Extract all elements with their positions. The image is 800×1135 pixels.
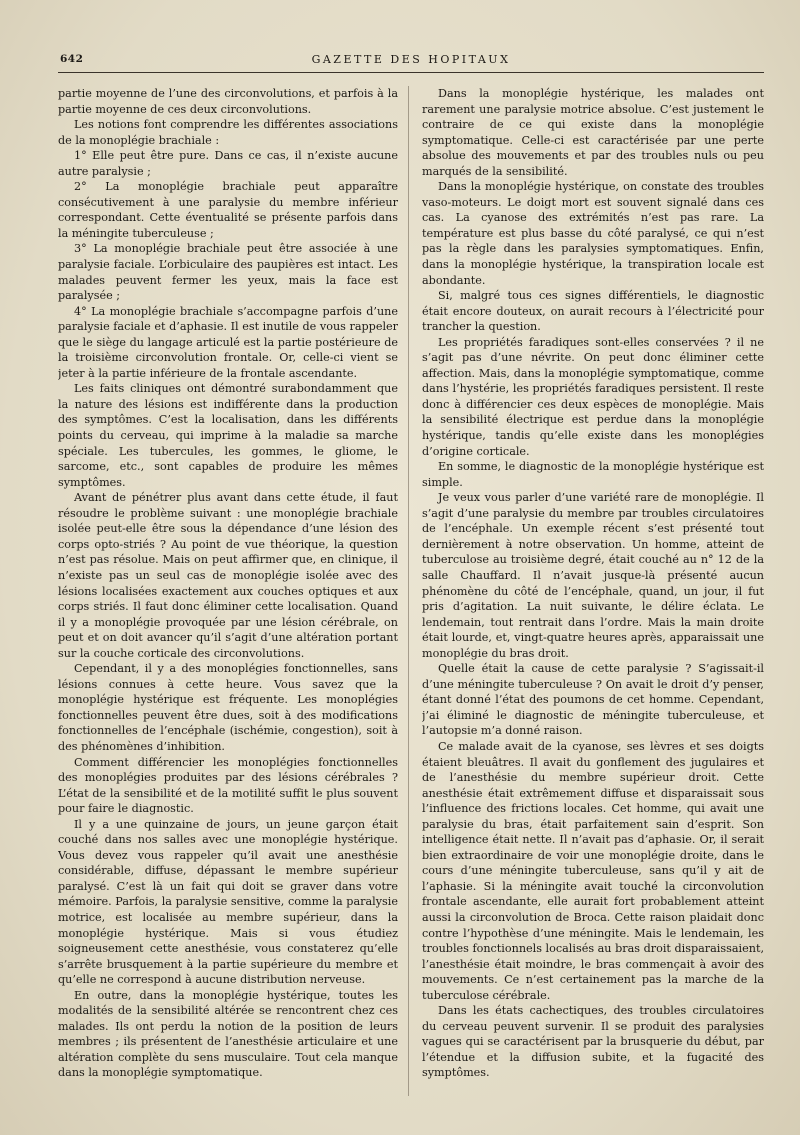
left-column — [58, 86, 398, 1101]
paragraph: Les notions font comprendre les différentes associations de la monoplégie brachiale : — [58, 118, 398, 147]
right-column — [422, 86, 764, 1101]
paragraph: Avant de pénétrer plus avant dans cette étude, il faut résoudre le problème suivant : une monoplégie brachiale isolée peut-elle être sous la dépendance d’une lésion des corps opto-striés ? Au point de vue théorique, la question n’est pas résolue. Mais on peut affirmer que, en clinique, il n’existe pas un seul cas de monoplégie isolée avec des lésions localisées exactement aux couches optiques et aux corps striés. Il faut donc éliminer cette localisation. Quand il y a monoplégie provoquée par une lésion cérébrale, on peut et on doit avancer qu’il s’agit d’une altération portant sur la couche corticale des circonvolutions. — [58, 491, 398, 660]
paragraph: Cependant, il y a des monoplégies fonctionnelles, sans lésions connues à cette heure. Vous savez que la monoplégie hystérique est fréquente. Les monoplégies fonctionnelles peuvent être dues, soit à des modifications fonctionnelles de l’encéphale (ischémie, congestion), soit à des phénomènes d’inhibition. — [58, 662, 398, 753]
paragraph: Dans la monoplégie hystérique, on constate des troubles vaso-moteurs. Le doigt mort est souvent signalé dans ces cas. La cyanose des extrémités n’est pas rare. La température est plus basse du côté paralysé, ce qui n’est pas la règle dans les paralysies symptomatiques. Enfin, dans la monoplégie hystérique, la transpiration locale est abondante. — [422, 180, 764, 287]
page-number: 642 — [60, 53, 84, 65]
paragraph: 4° La monoplégie brachiale s’accompagne parfois d’une paralysie faciale et d’aphasie. Il est inutile de vous rappeler que le siège du langage articulé est la partie postérieure de la troisième circonvolution frontale. Or, celle-ci vient se jeter à la partie inférieure de la frontale ascendante. — [58, 304, 398, 380]
paragraph: Ce malade avait de la cyanose, ses lèvres et ses doigts étaient bleuâtres. Il avait du gonflement des jugulaires et de l’anesthésie du membre supérieur droit. Cette anesthésie était extrêmement diffuse et disparaissait sous l’influence des frictions locales. Cet homme, qui avait une paralysie du bras, était parfaitement sain d’esprit. Son intelligence était nette. Il n’avait pas d’aphasie. Or, il serait bien extraordinaire de voir une monoplégie droite, dans le cours d’une méningite tuberculeuse, sans qu’il y ait de l’aphasie. Si la méningite avait touché la circonvolution frontale ascendante, elle aurait fort probablement atteint aussi la circonvolution de Broca. Cette raison plaidait donc contre l’hypothèse d’une méningite. Mais le lendemain, les troubles fonctionnels localisés au bras droit disparaissaient, l’anesthésie était moindre, le bras commençait à avoir des mouvements. Ce n’est certainement pas la marche de la tuberculose cérébrale. — [422, 739, 764, 1002]
journal-title: GAZETTE DES HOPITAUX — [311, 53, 511, 66]
paragraph: Si, malgré tous ces signes différentiels, le diagnostic était encore douteux, on aurait recours à l’électricité pour trancher la question. — [422, 289, 764, 334]
paragraph: Dans la monoplégie hystérique, les malades ont rarement une paralysie motrice absolue. C’est justement le contraire de ce qui existe dans la monoplégie symptomatique. Celle-ci est caractérisée par une perte absolue des mouvements et par des troubles nuls ou peu marqués de la sensibilité. — [422, 87, 764, 178]
paragraph: 2° La monoplégie brachiale peut apparaître consécutivement à une paralysie du membre inférieur correspondant. Cette éventualité se présente parfois dans la méningite tuberculeuse ; — [58, 180, 398, 240]
paragraph: 1° Elle peut être pure. Dans ce cas, il n’existe aucune autre paralysie ; — [58, 149, 398, 178]
paragraph: En outre, dans la monoplégie hystérique, toutes les modalités de la sensibilité altérée se rencontrent chez ces malades. Ils ont perdu la notion de la position de leurs membres ; ils présentent de l’anesthésie articulaire et une altération complète du sens musculaire. Tout cela manque dans la monoplégie symptomatique. — [58, 988, 398, 1080]
paragraph: Il y a une quinzaine de jours, un jeune garçon était couché dans nos salles avec une monoplégie hystérique. Vous devez vous rappeler qu’il avait une anesthésie considérable, diffuse, dépassant le membre supérieur paralysé. C’est là un fait qui doit se graver dans votre mémoire. Parfois, la paralysie sensitive, comme la paralysie motrice, est localisée au membre supérieur, dans la monoplégie hystérique. Mais si vous étudiez soigneusement cette anesthésie, vous constaterez qu’elle s’arrête brusquement à la partie supérieure du membre et qu’elle ne correspond à aucune distribution nerveuse. — [58, 817, 398, 987]
page-header — [58, 50, 764, 73]
paragraph: Quelle était la cause de cette paralysie ? S’agissait-il d’une méningite tuberculeuse ? On avait le droit d’y penser, étant donné l’état des poumons de cet homme. Cependant, j’ai éliminé le diagnostic de méningite tuberculeuse, et l’autopsie m’a donné raison. — [422, 662, 764, 738]
paragraph: Dans les états cachectiques, des troubles circulatoires du cerveau peuvent survenir. Il se produit des paralysies vagues qui se caractérisent par la brusquerie du début, par l’étendue et la diffusion subite, et la fugacité des symptômes. — [422, 1004, 764, 1080]
paragraph: Comment différencier les monoplégies fonctionnelles des monoplégies produites par des lésions cérébrales ? L’état de la sensibilité et de la motilité suffit le plus souvent pour faire le diagnostic. — [58, 755, 398, 816]
column-divider — [408, 86, 409, 1096]
paragraph: Les faits cliniques ont démontré surabondamment que la nature des lésions est indifférente dans la production des symptômes. C’est la localisation, dans les différents points du cerveau, qui imprime à la maladie sa marche spéciale. Les tubercules, les gommes, le gliome, le sarcome, etc., sont capables de produire les mêmes symptômes. — [58, 382, 398, 489]
paragraph: En somme, le diagnostic de la monoplégie hystérique est simple. — [422, 460, 764, 489]
paragraph: Je veux vous parler d’une variété rare de monoplégie. Il s’agit d’une paralysie du membre par troubles circulatoires de l’encéphale. Un exemple récent s’est présenté tout dernièrement à notre observation. Un homme, atteint de tuberculose au troisième degré, était couché au n° 12 de la salle Chauffard. Il n’avait jusque-là présenté aucun phénomène du côté de l’encéphale, quand, un jour, il fut pris d’agitation. La nuit suivante, le délire éclata. Le lendemain, tout rentrait dans l’ordre. Mais la main droite était lourde, et, vingt-quatre heures après, apparaissait une monoplégie du bras droit. — [422, 491, 764, 660]
paragraph: 3° La monoplégie brachiale peut être associée à une paralysie faciale. L’orbiculaire des paupières est intact. Les malades peuvent fermer les yeux, mais la face est paralysée ; — [58, 242, 398, 303]
paragraph: Les propriétés faradiques sont-elles conservées ? il ne s’agit pas d’une névrite. On peut donc éliminer cette affection. Mais, dans la monoplégie symptomatique, comme dans l’hystérie, les propriétés faradiques persistent. Il reste donc à différencier ces deux espèces de monoplégie. Mais la sensibilité électrique est perdue dans la monoplégie hystérique, tandis qu’elle existe dans les monoplégies d’origine corticale. — [422, 335, 764, 458]
paragraph: partie moyenne de l’une des circonvolutions, et parfois à la partie moyenne de ces deux circonvolutions. — [58, 87, 398, 116]
